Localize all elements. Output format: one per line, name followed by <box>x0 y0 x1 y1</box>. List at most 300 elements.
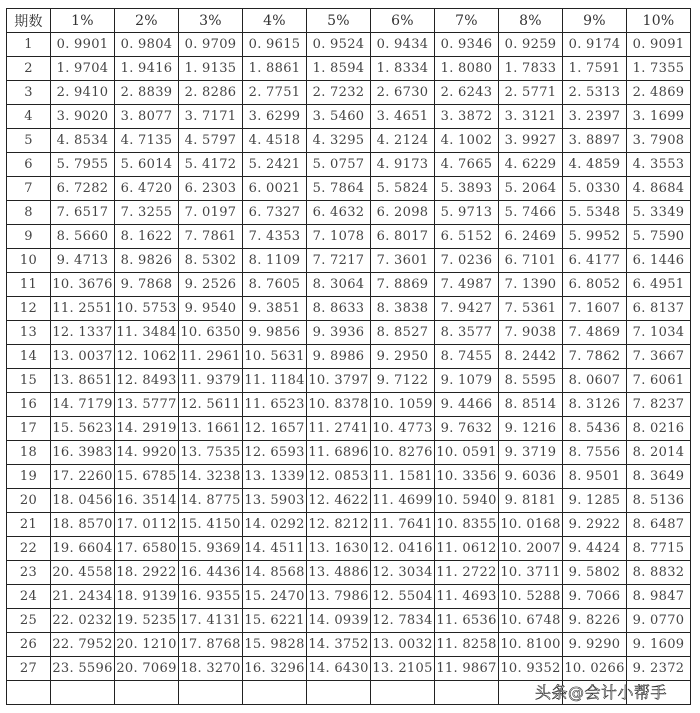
factor-cell: 9. 9290 <box>563 633 627 657</box>
factor-cell: 7. 1078 <box>307 225 371 249</box>
period-cell: 18 <box>7 441 51 465</box>
factor-cell: 4. 8684 <box>627 177 691 201</box>
factor-cell: 4. 3553 <box>627 153 691 177</box>
factor-cell: 9. 3719 <box>499 441 563 465</box>
factor-cell: 11. 2722 <box>435 561 499 585</box>
factor-cell: 14. 0292 <box>243 513 307 537</box>
factor-cell: 7. 3601 <box>371 249 435 273</box>
factor-cell: 9. 8181 <box>499 489 563 513</box>
empty-cell <box>307 681 371 705</box>
factor-cell: 15. 4150 <box>179 513 243 537</box>
factor-cell: 18. 2922 <box>115 561 179 585</box>
factor-cell: 8. 7455 <box>435 345 499 369</box>
empty-cell <box>435 681 499 705</box>
factor-cell: 5. 2064 <box>499 177 563 201</box>
factor-cell: 9. 4713 <box>51 249 115 273</box>
table-row <box>7 417 691 441</box>
factor-cell: 10. 8276 <box>371 441 435 465</box>
factor-cell: 18. 0456 <box>51 489 115 513</box>
factor-cell: 14. 4511 <box>243 537 307 561</box>
factor-cell: 9. 6036 <box>499 465 563 489</box>
factor-cell: 10. 6748 <box>499 609 563 633</box>
factor-cell: 0. 9091 <box>627 33 691 57</box>
factor-cell: 8. 3649 <box>627 465 691 489</box>
factor-cell: 16. 9355 <box>179 585 243 609</box>
factor-cell: 17. 2260 <box>51 465 115 489</box>
factor-cell: 11. 4699 <box>371 489 435 513</box>
factor-cell: 8. 7715 <box>627 537 691 561</box>
table-row <box>7 585 691 609</box>
factor-cell: 8. 3064 <box>307 273 371 297</box>
factor-cell: 10. 5753 <box>115 297 179 321</box>
factor-cell: 9. 4466 <box>435 393 499 417</box>
factor-cell: 6. 2469 <box>499 225 563 249</box>
table-row <box>7 537 691 561</box>
factor-cell: 9. 1216 <box>499 417 563 441</box>
factor-cell: 1. 8080 <box>435 57 499 81</box>
factor-cell: 10. 9352 <box>499 657 563 681</box>
factor-cell: 7. 5361 <box>499 297 563 321</box>
period-cell: 24 <box>7 585 51 609</box>
factor-cell: 0. 9901 <box>51 33 115 57</box>
period-cell: 21 <box>7 513 51 537</box>
factor-cell: 8. 9847 <box>627 585 691 609</box>
factor-cell: 5. 3349 <box>627 201 691 225</box>
table-row <box>7 609 691 633</box>
factor-cell: 4. 1002 <box>435 129 499 153</box>
table-row <box>7 177 691 201</box>
factor-cell: 14. 8775 <box>179 489 243 513</box>
factor-cell: 8. 7556 <box>563 441 627 465</box>
factor-cell: 9. 1609 <box>627 633 691 657</box>
table-row <box>7 321 691 345</box>
factor-cell: 17. 4131 <box>179 609 243 633</box>
factor-cell: 8. 2014 <box>627 441 691 465</box>
factor-cell: 10. 3356 <box>435 465 499 489</box>
factor-cell: 13. 5903 <box>243 489 307 513</box>
factor-cell: 6. 5152 <box>435 225 499 249</box>
table-row <box>7 393 691 417</box>
table-row <box>7 513 691 537</box>
factor-cell: 10. 5288 <box>499 585 563 609</box>
factor-cell: 8. 8633 <box>307 297 371 321</box>
factor-cell: 13. 1339 <box>243 465 307 489</box>
factor-cell: 7. 4353 <box>243 225 307 249</box>
factor-cell: 12. 0853 <box>307 465 371 489</box>
factor-cell: 22. 0232 <box>51 609 115 633</box>
factor-cell: 8. 3838 <box>371 297 435 321</box>
factor-cell: 3. 6299 <box>243 105 307 129</box>
factor-cell: 14. 2919 <box>115 417 179 441</box>
factor-cell: 9. 3851 <box>243 297 307 321</box>
factor-cell: 0. 9346 <box>435 33 499 57</box>
factor-cell: 10. 0168 <box>499 513 563 537</box>
factor-cell: 12. 1062 <box>115 345 179 369</box>
factor-cell: 6. 8017 <box>371 225 435 249</box>
factor-cell: 13. 0037 <box>51 345 115 369</box>
period-cell: 3 <box>7 81 51 105</box>
period-cell: 2 <box>7 57 51 81</box>
factor-cell: 9. 7066 <box>563 585 627 609</box>
period-cell: 12 <box>7 297 51 321</box>
factor-cell: 6. 7282 <box>51 177 115 201</box>
table-row <box>7 345 691 369</box>
factor-cell: 4. 4859 <box>563 153 627 177</box>
header-rate: 8% <box>499 9 563 33</box>
factor-cell: 20. 7069 <box>115 657 179 681</box>
factor-cell: 10. 8355 <box>435 513 499 537</box>
table-row <box>7 489 691 513</box>
factor-cell: 7. 4987 <box>435 273 499 297</box>
factor-cell: 5. 5348 <box>563 201 627 225</box>
empty-cell <box>243 681 307 705</box>
header-rate: 6% <box>371 9 435 33</box>
factor-cell: 7. 7862 <box>563 345 627 369</box>
factor-cell: 9. 7868 <box>115 273 179 297</box>
factor-cell: 3. 3121 <box>499 105 563 129</box>
period-cell: 1 <box>7 33 51 57</box>
factor-cell: 15. 6221 <box>243 609 307 633</box>
factor-cell: 5. 2421 <box>243 153 307 177</box>
watermark: 头条@会计小帮手 <box>535 683 668 702</box>
factor-cell: 0. 9615 <box>243 33 307 57</box>
factor-cell: 5. 4172 <box>179 153 243 177</box>
factor-cell: 2. 7751 <box>243 81 307 105</box>
factor-cell: 12. 1337 <box>51 321 115 345</box>
factor-cell: 4. 3295 <box>307 129 371 153</box>
factor-cell: 14. 6430 <box>307 657 371 681</box>
factor-cell: 3. 8077 <box>115 105 179 129</box>
factor-cell: 2. 8286 <box>179 81 243 105</box>
factor-cell: 9. 2950 <box>371 345 435 369</box>
factor-cell: 8. 5302 <box>179 249 243 273</box>
factor-cell: 19. 5235 <box>115 609 179 633</box>
period-cell: 27 <box>7 657 51 681</box>
factor-cell: 12. 8212 <box>307 513 371 537</box>
factor-cell: 9. 8226 <box>563 609 627 633</box>
factor-cell: 9. 9856 <box>243 321 307 345</box>
period-cell: 25 <box>7 609 51 633</box>
period-cell: 16 <box>7 393 51 417</box>
factor-cell: 7. 0197 <box>179 201 243 225</box>
factor-cell: 8. 1109 <box>243 249 307 273</box>
period-cell: 26 <box>7 633 51 657</box>
factor-cell: 13. 7986 <box>307 585 371 609</box>
table-row <box>7 441 691 465</box>
factor-cell: 3. 9927 <box>499 129 563 153</box>
factor-cell: 8. 2442 <box>499 345 563 369</box>
factor-cell: 8. 8514 <box>499 393 563 417</box>
factor-cell: 1. 9704 <box>51 57 115 81</box>
factor-cell: 8. 5136 <box>627 489 691 513</box>
factor-cell: 1. 7833 <box>499 57 563 81</box>
factor-cell: 12. 6593 <box>243 441 307 465</box>
factor-cell: 6. 7101 <box>499 249 563 273</box>
factor-cell: 7. 1034 <box>627 321 691 345</box>
factor-cell: 15. 9828 <box>243 633 307 657</box>
factor-cell: 9. 5802 <box>563 561 627 585</box>
factor-cell: 15. 6785 <box>115 465 179 489</box>
factor-cell: 3. 9020 <box>51 105 115 129</box>
factor-cell: 6. 8137 <box>627 297 691 321</box>
factor-cell: 6. 1446 <box>627 249 691 273</box>
empty-cell <box>51 681 115 705</box>
factor-cell: 10. 5940 <box>435 489 499 513</box>
factor-cell: 7. 6061 <box>627 369 691 393</box>
factor-cell: 2. 4869 <box>627 81 691 105</box>
factor-cell: 3. 4651 <box>371 105 435 129</box>
factor-cell: 16. 3983 <box>51 441 115 465</box>
factor-cell: 9. 0770 <box>627 609 691 633</box>
factor-cell: 11. 8258 <box>435 633 499 657</box>
factor-cell: 11. 6536 <box>435 609 499 633</box>
factor-cell: 8. 5660 <box>51 225 115 249</box>
factor-cell: 3. 1699 <box>627 105 691 129</box>
factor-cell: 4. 9173 <box>371 153 435 177</box>
factor-cell: 0. 9804 <box>115 33 179 57</box>
header-rate: 5% <box>307 9 371 33</box>
factor-cell: 9. 7632 <box>435 417 499 441</box>
header-period: 期数 <box>7 9 51 33</box>
factor-cell: 12. 8493 <box>115 369 179 393</box>
period-cell: 19 <box>7 465 51 489</box>
factor-cell: 6. 4951 <box>627 273 691 297</box>
factor-cell: 3. 7171 <box>179 105 243 129</box>
factor-cell: 8. 1622 <box>115 225 179 249</box>
factor-cell: 10. 8378 <box>307 393 371 417</box>
factor-cell: 8. 0216 <box>627 417 691 441</box>
factor-cell: 2. 5771 <box>499 81 563 105</box>
factor-cell: 7. 9038 <box>499 321 563 345</box>
factor-cell: 6. 4720 <box>115 177 179 201</box>
factor-cell: 10. 5631 <box>243 345 307 369</box>
factor-cell: 9. 2922 <box>563 513 627 537</box>
factor-cell: 8. 7605 <box>243 273 307 297</box>
factor-cell: 12. 1657 <box>243 417 307 441</box>
factor-cell: 13. 5777 <box>115 393 179 417</box>
table-row <box>7 465 691 489</box>
factor-cell: 11. 2961 <box>179 345 243 369</box>
factor-cell: 6. 2098 <box>371 201 435 225</box>
factor-cell: 4. 8534 <box>51 129 115 153</box>
factor-cell: 7. 3667 <box>627 345 691 369</box>
factor-cell: 2. 6243 <box>435 81 499 105</box>
factor-cell: 2. 6730 <box>371 81 435 105</box>
factor-cell: 1. 7355 <box>627 57 691 81</box>
factor-cell: 4. 7665 <box>435 153 499 177</box>
period-cell: 23 <box>7 561 51 585</box>
empty-cell <box>7 681 51 705</box>
factor-cell: 20. 4558 <box>51 561 115 585</box>
factor-cell: 1. 9135 <box>179 57 243 81</box>
header-rate: 2% <box>115 9 179 33</box>
factor-cell: 9. 2372 <box>627 657 691 681</box>
factor-cell: 9. 9540 <box>179 297 243 321</box>
table-row <box>7 297 691 321</box>
factor-cell: 14. 9920 <box>115 441 179 465</box>
period-cell: 11 <box>7 273 51 297</box>
factor-cell: 10. 1059 <box>371 393 435 417</box>
factor-cell: 9. 7122 <box>371 369 435 393</box>
factor-cell: 9. 1079 <box>435 369 499 393</box>
factor-cell: 13. 8651 <box>51 369 115 393</box>
factor-cell: 11. 6523 <box>243 393 307 417</box>
empty-cell <box>371 681 435 705</box>
period-cell: 10 <box>7 249 51 273</box>
factor-cell: 11. 2551 <box>51 297 115 321</box>
factor-cell: 10. 3676 <box>51 273 115 297</box>
factor-cell: 5. 7864 <box>307 177 371 201</box>
factor-cell: 11. 7641 <box>371 513 435 537</box>
table-row <box>7 81 691 105</box>
factor-cell: 18. 8570 <box>51 513 115 537</box>
factor-cell: 10. 3711 <box>499 561 563 585</box>
factor-cell: 11. 9867 <box>435 657 499 681</box>
header-rate: 7% <box>435 9 499 33</box>
factor-cell: 2. 5313 <box>563 81 627 105</box>
factor-cell: 17. 6580 <box>115 537 179 561</box>
period-cell: 22 <box>7 537 51 561</box>
factor-cell: 8. 0607 <box>563 369 627 393</box>
factor-cell: 5. 9713 <box>435 201 499 225</box>
factor-cell: 10. 6350 <box>179 321 243 345</box>
factor-cell: 8. 3126 <box>563 393 627 417</box>
factor-cell: 4. 4518 <box>243 129 307 153</box>
period-cell: 8 <box>7 201 51 225</box>
factor-cell: 8. 9501 <box>563 465 627 489</box>
factor-cell: 2. 9410 <box>51 81 115 105</box>
factor-cell: 1. 8861 <box>243 57 307 81</box>
factor-cell: 9. 3936 <box>307 321 371 345</box>
factor-cell: 5. 7955 <box>51 153 115 177</box>
header-rate: 1% <box>51 9 115 33</box>
factor-cell: 18. 3270 <box>179 657 243 681</box>
period-cell: 4 <box>7 105 51 129</box>
header-rate: 10% <box>627 9 691 33</box>
factor-cell: 9. 2526 <box>179 273 243 297</box>
empty-cell <box>179 681 243 705</box>
factor-cell: 6. 7327 <box>243 201 307 225</box>
factor-cell: 17. 0112 <box>115 513 179 537</box>
factor-cell: 2. 8839 <box>115 81 179 105</box>
table-row <box>7 249 691 273</box>
factor-cell: 3. 8897 <box>563 129 627 153</box>
factor-cell: 12. 5504 <box>371 585 435 609</box>
factor-cell: 0. 9174 <box>563 33 627 57</box>
factor-cell: 5. 0330 <box>563 177 627 201</box>
factor-cell: 4. 5797 <box>179 129 243 153</box>
factor-cell: 6. 0021 <box>243 177 307 201</box>
factor-cell: 6. 2303 <box>179 177 243 201</box>
factor-cell: 8. 5436 <box>563 417 627 441</box>
table-row <box>7 561 691 585</box>
factor-cell: 2. 7232 <box>307 81 371 105</box>
period-cell: 14 <box>7 345 51 369</box>
factor-cell: 10. 4773 <box>371 417 435 441</box>
factor-cell: 5. 7590 <box>627 225 691 249</box>
factor-cell: 8. 8527 <box>371 321 435 345</box>
factor-cell: 12. 4622 <box>307 489 371 513</box>
factor-cell: 7. 7217 <box>307 249 371 273</box>
factor-cell: 0. 9524 <box>307 33 371 57</box>
table-row <box>7 369 691 393</box>
table-row <box>7 225 691 249</box>
factor-cell: 11. 9379 <box>179 369 243 393</box>
header-rate: 3% <box>179 9 243 33</box>
factor-cell: 13. 1661 <box>179 417 243 441</box>
factor-cell: 0. 9709 <box>179 33 243 57</box>
factor-cell: 8. 6487 <box>627 513 691 537</box>
table-row <box>7 273 691 297</box>
factor-cell: 7. 9427 <box>435 297 499 321</box>
factor-cell: 16. 3514 <box>115 489 179 513</box>
factor-cell: 0. 9259 <box>499 33 563 57</box>
factor-cell: 21. 2434 <box>51 585 115 609</box>
factor-cell: 5. 0757 <box>307 153 371 177</box>
factor-cell: 10. 0266 <box>563 657 627 681</box>
factor-cell: 7. 6517 <box>51 201 115 225</box>
factor-cell: 11. 2741 <box>307 417 371 441</box>
factor-cell: 23. 5596 <box>51 657 115 681</box>
factor-cell: 3. 2397 <box>563 105 627 129</box>
factor-cell: 13. 7535 <box>179 441 243 465</box>
factor-cell: 11. 6896 <box>307 441 371 465</box>
period-cell: 17 <box>7 417 51 441</box>
factor-cell: 9. 4424 <box>563 537 627 561</box>
factor-cell: 1. 8594 <box>307 57 371 81</box>
factor-cell: 7. 0236 <box>435 249 499 273</box>
table-row <box>7 201 691 225</box>
factor-cell: 14. 0939 <box>307 609 371 633</box>
factor-cell: 11. 3484 <box>115 321 179 345</box>
factor-cell: 11. 1581 <box>371 465 435 489</box>
factor-cell: 14. 7179 <box>51 393 115 417</box>
factor-cell: 7. 8869 <box>371 273 435 297</box>
factor-cell: 17. 8768 <box>179 633 243 657</box>
factor-cell: 12. 5611 <box>179 393 243 417</box>
period-cell: 15 <box>7 369 51 393</box>
factor-cell: 6. 8052 <box>563 273 627 297</box>
factor-cell: 0. 9434 <box>371 33 435 57</box>
period-cell: 20 <box>7 489 51 513</box>
table-row <box>7 633 691 657</box>
factor-cell: 12. 0416 <box>371 537 435 561</box>
factor-cell: 3. 3872 <box>435 105 499 129</box>
factor-cell: 12. 7834 <box>371 609 435 633</box>
header-row <box>7 9 691 33</box>
annuity-present-value-table <box>6 8 691 705</box>
table-row <box>7 657 691 681</box>
factor-cell: 7. 7861 <box>179 225 243 249</box>
header-rate: 9% <box>563 9 627 33</box>
period-cell: 13 <box>7 321 51 345</box>
factor-cell: 11. 4693 <box>435 585 499 609</box>
factor-cell: 4. 7135 <box>115 129 179 153</box>
factor-cell: 10. 2007 <box>499 537 563 561</box>
factor-cell: 13. 0032 <box>371 633 435 657</box>
table-row <box>7 57 691 81</box>
factor-cell: 13. 2105 <box>371 657 435 681</box>
factor-cell: 5. 7466 <box>499 201 563 225</box>
empty-cell <box>115 681 179 705</box>
factor-cell: 20. 1210 <box>115 633 179 657</box>
factor-cell: 15. 9369 <box>179 537 243 561</box>
factor-cell: 18. 9139 <box>115 585 179 609</box>
factor-cell: 7. 1390 <box>499 273 563 297</box>
factor-cell: 7. 1607 <box>563 297 627 321</box>
factor-cell: 4. 6229 <box>499 153 563 177</box>
factor-cell: 5. 6014 <box>115 153 179 177</box>
